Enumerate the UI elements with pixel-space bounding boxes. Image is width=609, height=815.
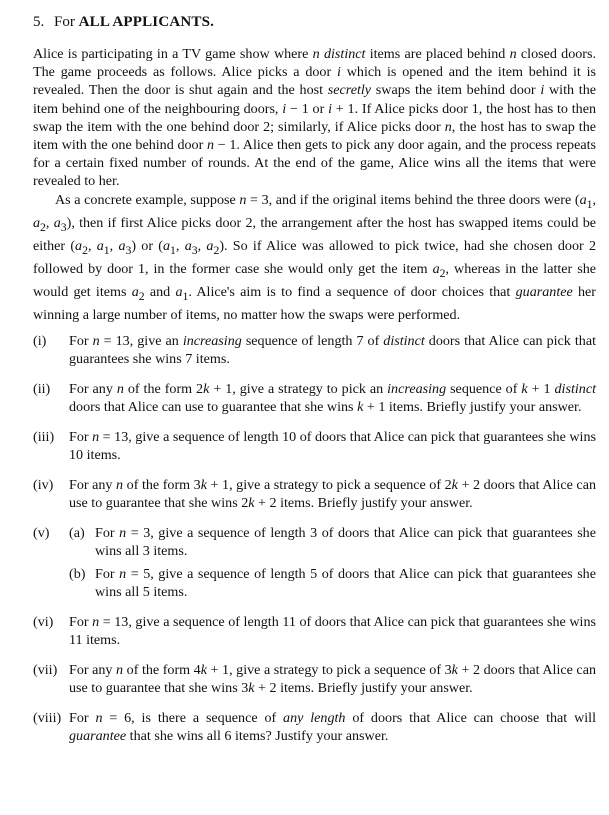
- subpart-label: (a): [69, 524, 85, 541]
- part-label: (ii): [33, 380, 51, 397]
- part-i: (i) For n = 13, give an increasing sequence of length 7 of distinct doors that Alice can pick that guarantees she wins 7 items.: [33, 332, 596, 368]
- part-iii: (iii) For n = 13, give a sequence of length 10 of doors that Alice can pick that guarantees she wins 10 items.: [33, 428, 596, 463]
- question-parts: [33, 332, 596, 745]
- for-label: For: [54, 14, 75, 30]
- part-vi: (vi) For n = 13, give a sequence of length 11 of doors that Alice can pick that guarantees she wins 11 items.: [33, 613, 596, 649]
- part-label: (vii): [33, 661, 58, 678]
- part-label: (v): [33, 524, 50, 541]
- subpart-b: (b) For n = 5, give a sequence of length 5 of doors that Alice can pick that guarantees she wins all 5 items.: [69, 565, 596, 601]
- exam-page: [33, 12, 596, 757]
- part-label: (iv): [33, 476, 54, 493]
- part-label: (iii): [33, 428, 55, 445]
- part-label: (i): [33, 332, 47, 349]
- subpart-a: (a) For n = 3, give a sequence of length 3 of doors that Alice can pick that guarantees she wins all 3 items.: [69, 524, 596, 559]
- part-iv: (iv) For any n of the form 3k + 1, give a strategy to pick a sequence of 2k + 2 doors that Alice can use to guarantee that she wins 2k + 2 items. Briefly justify your answer.: [33, 476, 596, 511]
- part-viii: (viii) For n = 6, is there a sequence of any length of doors that Alice can choose that will guarantee that she wins all 6 items? Justify your answer.: [33, 709, 596, 744]
- part-v: [33, 524, 596, 602]
- part-ii: (ii) For any n of the form 2k + 1, give a strategy to pick an increasing sequence of k + 1 distinct doors that Alice can use to guarantee that she wins k + 1 items. Briefly justify your answer.: [33, 380, 596, 416]
- audience-label: ALL APPLICANTS.: [78, 14, 215, 30]
- subpart-label: (b): [69, 565, 86, 582]
- part-label: (vi): [33, 613, 54, 630]
- example-paragraph: As a concrete example, suppose n = 3, and if the original items behind the three doors were ($a_1$, $a_2$, $a_3$), then if first Alice picks door 2, the arrangement after the host has swapped items could be either ($a_2$, $a_1$, $a_3$) or ($a_1$, $a_3$, $a_2$). So if Alice was allowed to pick twice, had she chosen door 2 followed by door 1, in the former case she would only get the item $a_2$, whereas in the latter she would get items $a_2$ and $a_1$. Alice's aim is to find a sequence of door choices that guarantee her winning a large number of items, no matter how the swaps were performed.: [33, 191, 597, 323]
- question-number: 5.: [33, 14, 45, 30]
- intro-paragraph: Alice is participating in a TV game show where n distinct items are placed behind n closed doors. The game proceeds as follows. Alice picks a door i which is opened and the item behind it is revealed. Then the door is shut again and the host secretly swaps the item behind door i with the item behind one of the neighbouring doors, i − 1 or i + 1. If Alice picks door 1, the host has to then swap the item with the one behind door 2; similarly, if Alice picks door n, the host has to swap the item with the one behind door n − 1. Alice then gets to pick any door again, and the process repeats for a certain fixed number of rounds. At the end of the game, Alice wins all the items that were revealed to her.: [33, 46, 596, 190]
- part-label: (viii): [33, 709, 62, 726]
- part-vii: (vii) For any n of the form 4k + 1, give a strategy to pick a sequence of 3k + 2 doors that Alice can use to guarantee that she wins 3k + 2 items. Briefly justify your answer.: [33, 661, 596, 696]
- question-heading: [33, 12, 596, 32]
